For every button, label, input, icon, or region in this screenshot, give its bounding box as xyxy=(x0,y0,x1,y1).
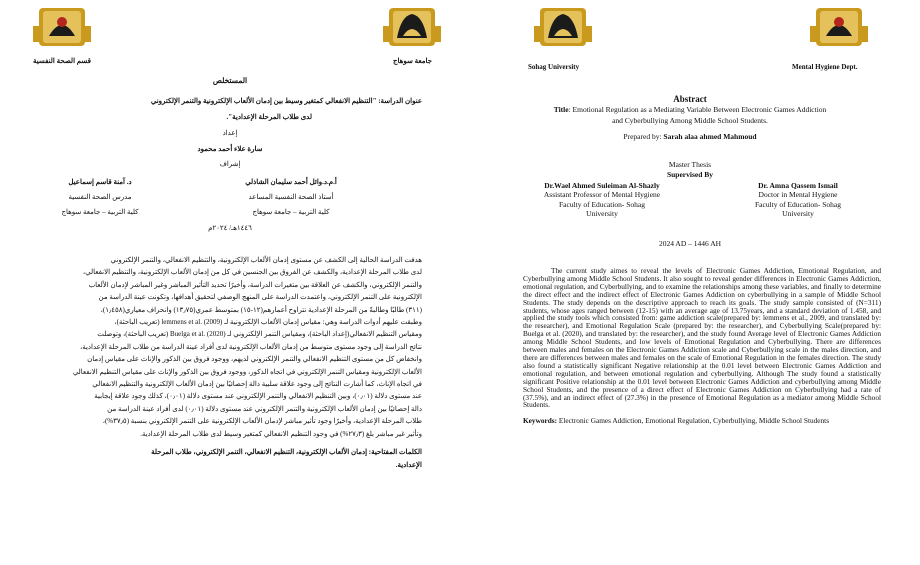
prepared-by-label: Prepared by: xyxy=(623,132,662,141)
body-line: ومقياس التنظيم الانفعالي(إعداد الباحثة)، ومقياس التنمر الإلكتروني لـ Buelga et al. (2020) (تعريب الباحثة)، وتوصلت xyxy=(97,330,422,339)
supervisor-2-name: د. آمنة قاسم إسماعيل xyxy=(68,178,132,186)
supervisor-2-title: مدرس الصحة النفسية xyxy=(68,193,132,201)
body-line: في اتجاه الإناث، كما أشارت النتائج إلى وجود علاقة سلبية دالة إحصائيًا بين إدمان الألعاب الإلكترونية والتنظيم الانفعالي xyxy=(92,380,422,389)
title-label: Title xyxy=(553,105,569,114)
body-line: وطبقت عليهم أدوات الدراسة وهي: مقياس إدمان الألعاب الإلكترونية لـ lemmens et al. (2009) (تعريب الباحثة)، xyxy=(114,318,422,327)
en-date: 2024 AD – 1446 AH xyxy=(658,239,722,248)
body-line: الألعاب الإلكترونية ومقياس التنمر الإلكتروني في اتجاه الذكور، ووجود فروق بين الذكور والإناث على مقياس التنظيم الانفعالي xyxy=(72,367,422,376)
supervision-label: إشراف xyxy=(219,160,241,168)
en-supervisor-1-name: Dr.Wael Ahmed Suleiman Al-Shazly xyxy=(544,181,660,190)
title-line-2: لدى طلاب المرحلة الإعدادية". xyxy=(226,113,312,121)
sohag-university-logo xyxy=(381,6,443,48)
keywords-label: Keywords: xyxy=(523,416,558,426)
title-line-1: عنوان الدراسة: "التنظيم الانفعالي كمتغير وسيط بين إدمان الألعاب الإلكترونية والتنمر الإلكتروني xyxy=(150,97,422,105)
arabic-date: ١٤٤٦هـ/ ٢٠٢٤م xyxy=(208,224,252,232)
supervisor-2-faculty: كلية التربية – جامعة سوهاج xyxy=(61,208,139,216)
mental-hygiene-dept-logo-en xyxy=(808,6,870,48)
arabic-abstract-body xyxy=(60,254,422,471)
degree-label: Master Thesis xyxy=(668,160,712,169)
left-header-label: قسم الصحة النفسية xyxy=(33,57,92,65)
title-text: : Emotional Regulation as a Mediating Variable Between Electronic Games Addiction xyxy=(568,105,827,114)
en-supervisor-1-title: Assistant Professor of Mental Hygiene xyxy=(543,190,661,200)
en-supervisor-1-university: University xyxy=(586,208,618,218)
body-line: دالة إحصائيًا بين إدمان الألعاب الإلكترونية والتنمر الإلكتروني عند مستوى دلالة (٠٫٠١) لدى أفراد عينة الدراسة من xyxy=(107,404,422,413)
keywords-line-2: الإعدادية. xyxy=(395,460,422,469)
body-line: وانخفاض كل من مستوى التنظيم الانفعالي والتنمر الإلكتروني لديهم، ووجود فروق بين الذكور والإناث على مقياس إدمان xyxy=(87,355,422,364)
abstract-heading: Abstract xyxy=(673,94,707,104)
body-line: لدى طلاب المرحلة الإعدادية، والكشف عن الفروق بين الجنسين في كل من إدمان الألعاب الإلكترونية، والتنظيم الانفعالي، xyxy=(82,268,422,277)
en-supervisor-2-title: Doctor in Mental Hygiene xyxy=(758,190,838,200)
en-title-line-2: and Cyberbullying Among Middle School Students. xyxy=(612,116,768,125)
body-line: وتأثير غير مباشر بلغ (٢٧٫٣%) في وجود التنظيم الانفعالي كمتغير وسيط لدى طلاب المرحلة الإعدادية. xyxy=(140,429,422,438)
supervisor-1-faculty: كلية التربية – جامعة سوهاج xyxy=(252,208,330,216)
en-supervisor-2 xyxy=(728,181,868,218)
keywords-line-1: الكلمات المفتاحية: إدمان الألعاب الإلكترونية، التنظيم الانفعالي، التنمر الإلكتروني، طلاب المرحلة xyxy=(151,448,422,457)
en-supervisor-1 xyxy=(527,181,677,218)
body-line: طلاب المرحلة الإعدادية، وأخيرًا وجود تأثير مباشر لإدمان الألعاب الإلكترونية على التنمر الإلكتروني بنسبة (٣٧٫٥%)، xyxy=(102,417,422,426)
en-right-header-label: Mental Hygiene Dept. xyxy=(792,63,858,71)
en-keywords xyxy=(523,417,881,425)
supervised-by-label: Supervised By xyxy=(666,170,714,179)
mental-hygiene-dept-logo xyxy=(31,6,93,48)
section-title: المستخلص xyxy=(212,76,248,85)
body-line: والتنمر الإلكتروني، والكشف عن العلاقة بين متغيرات الدراسة، وأخيرًا تحديد التأثير المباشر وغير المباشر لإدمان الألعاب xyxy=(88,280,422,289)
en-supervisor-2-faculty: Faculty of Education- Sohag xyxy=(754,199,842,209)
right-header-label: جامعة سوهاج xyxy=(393,57,432,65)
supervisor-1-name: أ.م.د.وائل أحمد سليمان الشاذلي xyxy=(245,178,337,186)
en-supervisor-1-faculty: Faculty of Education- Sohag xyxy=(558,199,646,209)
abstract-paragraph: The current study aimes to reveal the levels of Electronic Games Addiction, Emotional Regulation, and Cyberbullying among Middle School Students. It also sought to reveal gender differences in Electronic Games Addiction, emotional regulation, and Cyberbullying, and to examine the relationships among these variables, and finally to determine the direct effect and the indirect effect of Electronic Games Addiction on cyberbullying in a sample of Middle School Students. The study depends on the descriptive approach to reach its goals. The study sample consisted of (N=311) students, whose ages ranged between (12-15) with an average age of 13.75years, and a standard deviation of 1.458, and applied the study tools which consisted from: game addiction scale(prepared by: lemmens et al., 2009, and translated by: the researcher), and Emotional Regulation Scale (prepared by: the researcher), and Cyberbullying Scale(prepared by: Buelga et al. (2020), and translated by: the researcher), and the study found Average level of Electronic Games Addiction among Middle School Students, and low levels of Emotional Regulation and Cyberbullying. There are differences between males and females on the Electronic Games Addiction scale and Cyberbullying scale in the males direction, and there are differences between males and females on the scale of Emotional Regulation in the females direction. The study also found a statistically significant Negative relationship at the 0.01 level between Electronic Games Addiction and emotional regulation, and between emotional regulation and cyberbullying. Although The study found a statistically significant Positive relationship at the 0.01 level between Electronic Games Addiction and cyberbullying among Middle School Students, and the presence of a direct effect of Electronic Games Addiction on Cyberbullying had a rate of (37.5%), and an indirect effect of (27.3%) in the presence of Emotional Regulation as a mediator among Middle School Students. xyxy=(523,266,881,410)
keywords-text: Electronic Games Addiction, Emotional Regulation, Cyberbullying, Middle School Students xyxy=(557,416,830,426)
en-title-line-1 xyxy=(460,105,920,114)
sohag-university-logo-en xyxy=(532,6,594,48)
supervisor-1-title: أستاذ الصحة النفسية المساعد xyxy=(248,193,334,201)
supervisor-1 xyxy=(226,175,356,220)
en-author-name: Sarah alaa ahmed Mahmoud xyxy=(663,132,757,141)
en-left-header-label: Sohag University xyxy=(528,63,580,71)
supervisor-2 xyxy=(40,175,160,220)
en-supervisor-2-university: University xyxy=(782,208,814,218)
body-line: (٣١١) طالبًا وطالبةً من المرحلة الإعدادية تتراوح أعمارهم(١٢-١٥) بمتوسط عمري(١٣٫٧٥) وانحراف معياري(١٫٤٥٨)، xyxy=(100,305,422,314)
prepared-label: إعداد xyxy=(222,129,238,137)
prepared-by-line xyxy=(460,132,920,141)
body-line: عند مستوى دلالة (٠٫٠١)، وبين التنظيم الانفعالي والتنمر الإلكتروني عند مستوى دلالة (٠٫٠١)، كذلك وجود علاقة إيجابية xyxy=(94,392,422,401)
english-abstract-body xyxy=(523,267,881,425)
body-line: الإلكترونية على التنمر الإلكتروني، واعتمدت الدراسة على المنهج الوصفي لتحقيق أهدافها، وتكونت عينة الدراسة من xyxy=(98,293,422,302)
author-name: سارة علاء أحمد محمود xyxy=(197,145,263,153)
body-line: نتائج الدراسة إلى وجود مستوى متوسط من إدمان الألعاب الإلكترونية لدى أفراد عينة الدراسة من طلاب المرحلة الإعدادية، xyxy=(79,342,422,351)
en-supervisor-2-name: Dr. Amna Qassem Ismail xyxy=(758,181,838,190)
body-line: هدفت الدراسة الحالية إلى الكشف عن مستوى إدمان الألعاب الإلكترونية، والتنظيم الانفعالي، والتنمر الإلكتروني xyxy=(110,256,422,264)
